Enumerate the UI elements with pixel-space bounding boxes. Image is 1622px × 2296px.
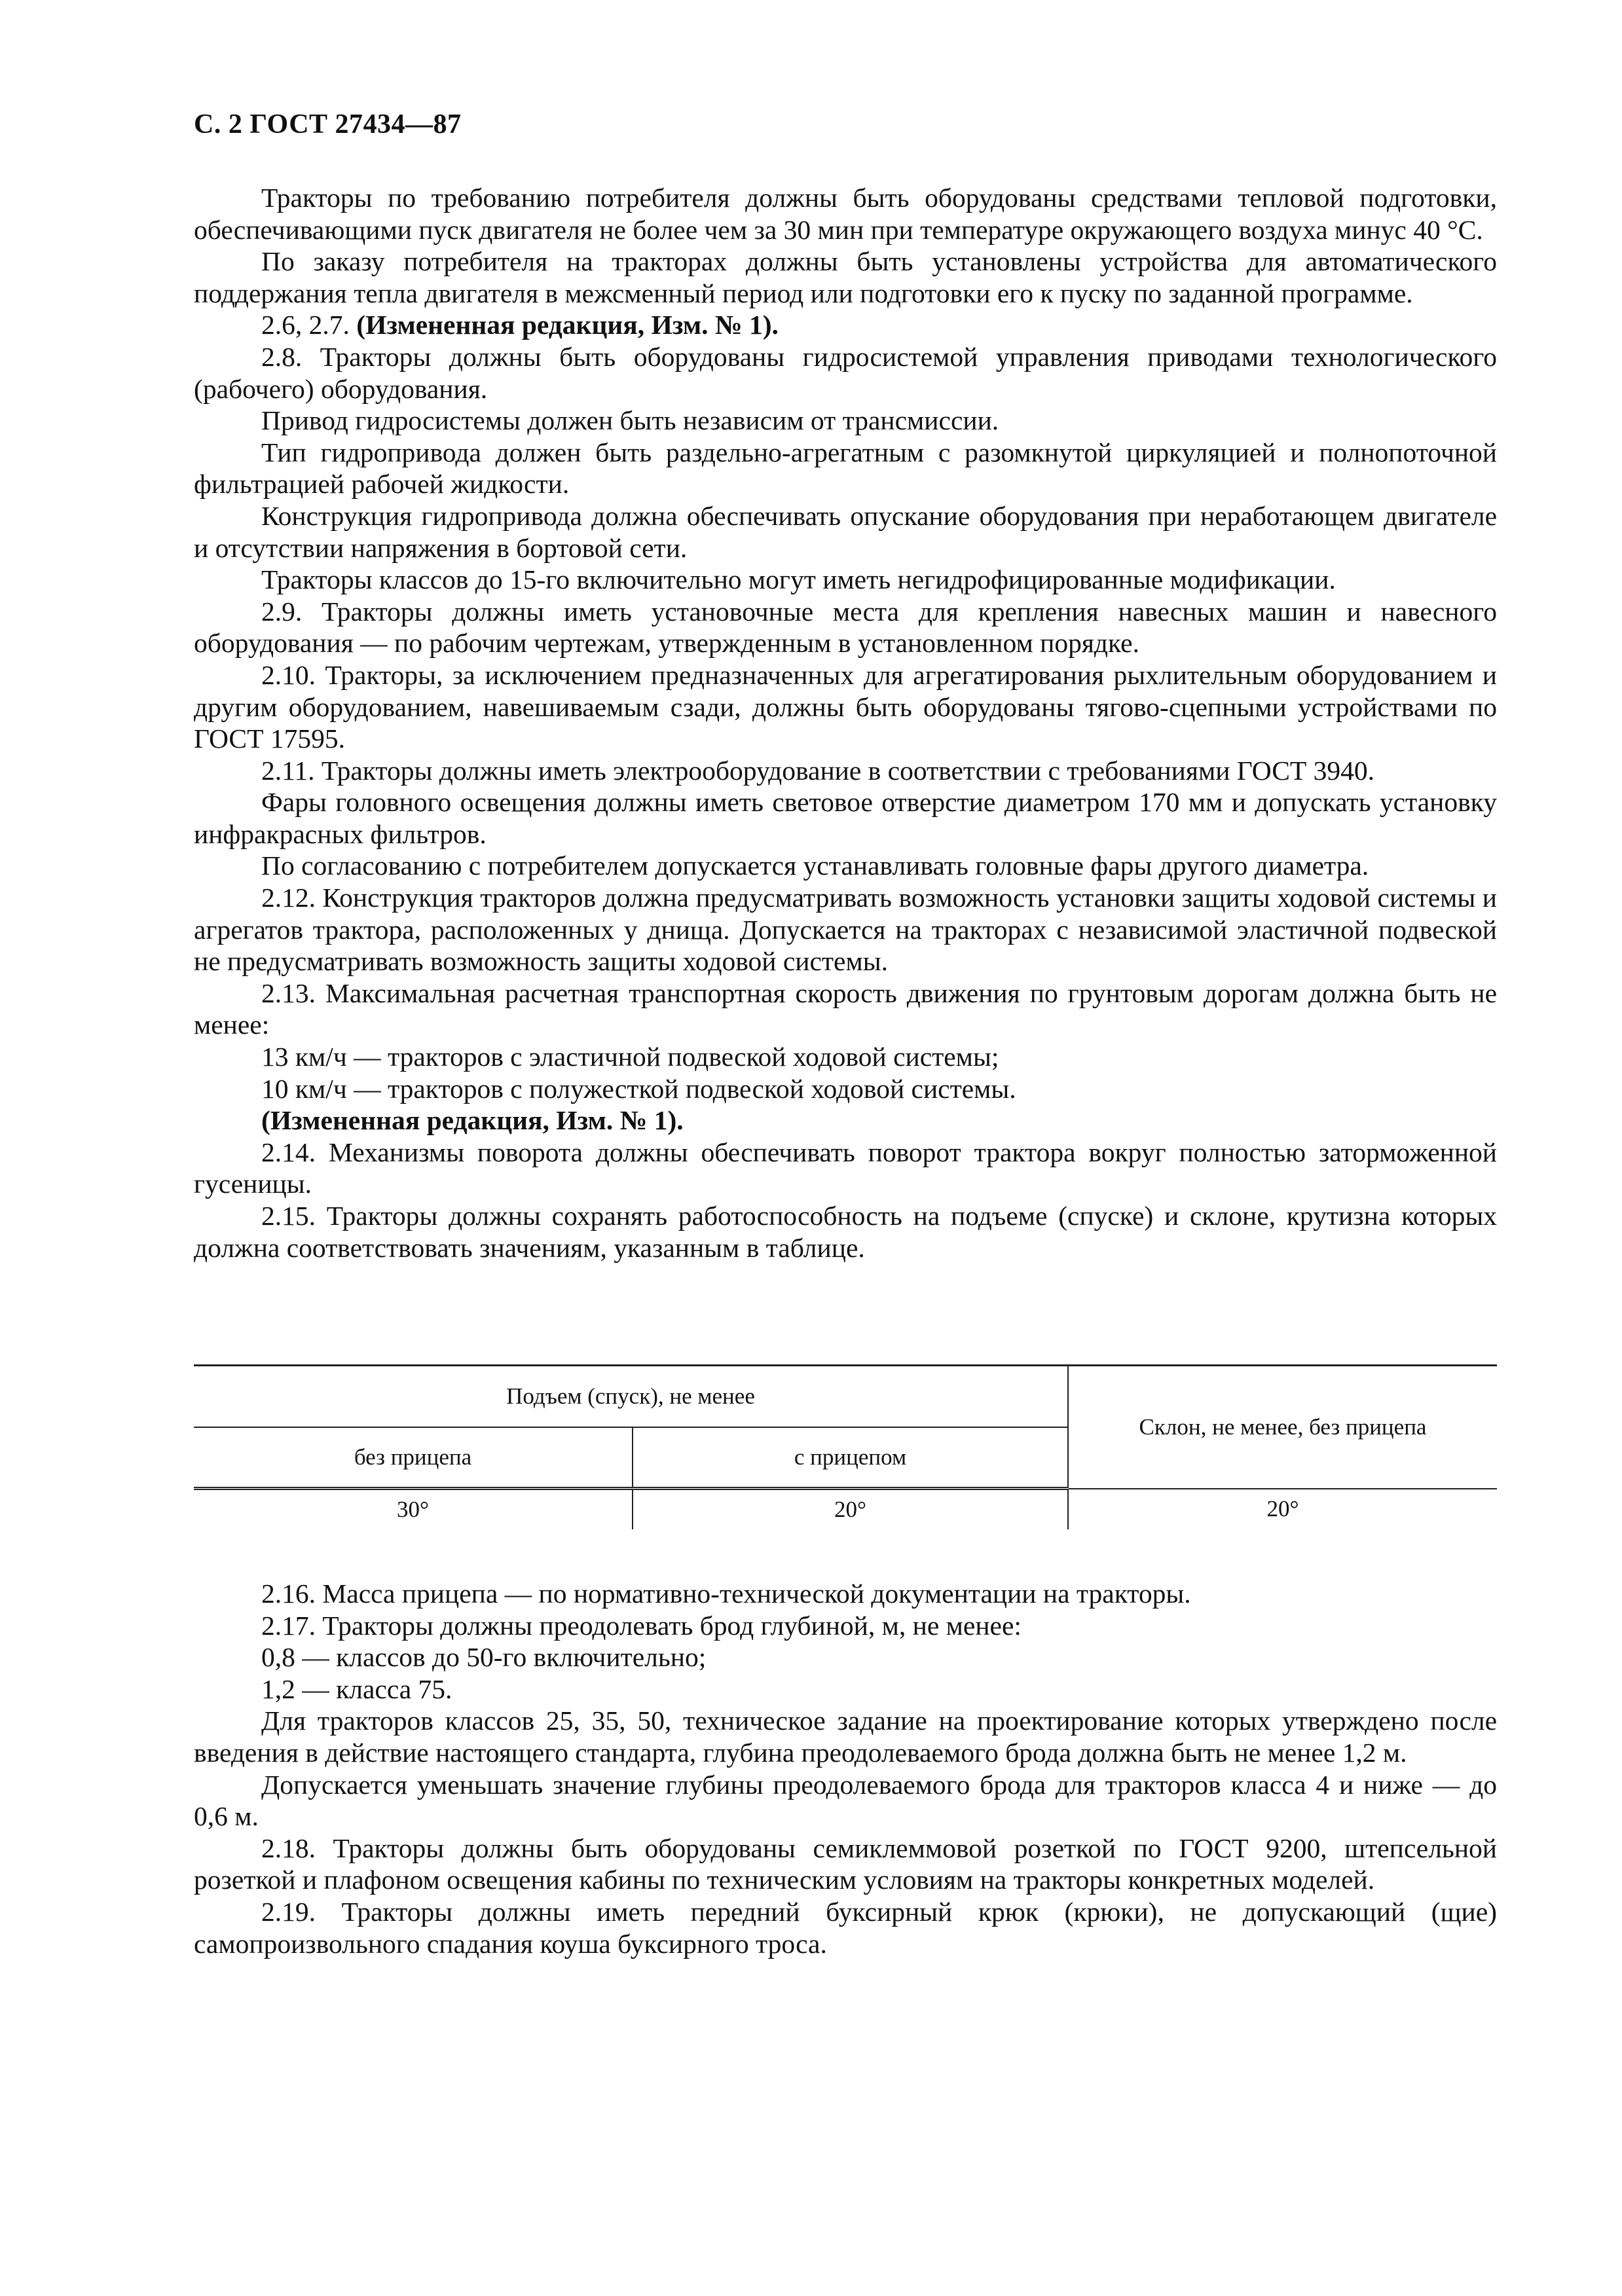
table-cell: 20° — [1068, 1489, 1497, 1530]
amendment-bold: (Измененная редакция, Изм. № 1). — [356, 310, 779, 340]
paragraph: Фары головного освещения должны иметь световое отверстие диаметром 170 мм и допускать установку инфракрасных фильтров. — [194, 787, 1497, 849]
paragraph: Конструкция гидропривода должна обеспечивать опускание оборудования при неработающем двигателе и отсутствии напряжения в бортовой сети. — [194, 500, 1497, 563]
paragraph: 10 км/ч — тракторов с полужесткой подвеской ходовой системы. — [261, 1073, 1016, 1104]
paragraph: Допускается уменьшать значение глубины преодолеваемого брода для тракторов класса 4 и ниже — до 0,6 м. — [194, 1769, 1497, 1832]
paragraph: 2.12. Конструкция тракторов должна предусматривать возможность установки защиты ходовой системы и агрегатов трактора, расположенных у днища. Допускается на тракторах с независимой эластичной подвеской не предусматривать возможность защиты ходовой системы. — [194, 883, 1497, 977]
paragraph: 2.11. Тракторы должны иметь электрооборудование в соответствии с требованиями ГОСТ 3940. — [261, 755, 1375, 786]
paragraph: 1,2 — класса 75. — [261, 1673, 452, 1704]
page-header: С. 2 ГОСТ 27434—87 — [194, 109, 462, 139]
paragraph: По согласованию с потребителем допускается устанавливать головные фары другого диаметра. — [261, 850, 1369, 881]
paragraph: Тип гидропривода должен быть раздельно-агрегатным с разомкнутой циркуляцией и полнопоточной фильтрацией рабочей жидкости. — [194, 437, 1497, 500]
table-header-group: Подъем (спуск), не менее — [194, 1366, 1068, 1428]
table-cell: 20° — [633, 1489, 1068, 1530]
table-header-no-trailer: без прицепа — [194, 1427, 633, 1489]
paragraph: 2.18. Тракторы должны быть оборудованы семиклеммовой розеткой по ГОСТ 9200, штепсельной розеткой и плафоном освещения кабины по техническим условиям на тракторы конкретных моделей. — [194, 1832, 1497, 1895]
body-text-top — [194, 182, 1497, 1264]
amendment-prefix: 2.6, 2.7. — [261, 310, 350, 340]
amendment-note: (Измененная редакция, Изм. № 1). — [261, 1105, 684, 1136]
paragraph: 2.16. Масса прицепа — по нормативно-технической документации на тракторы. — [261, 1578, 1191, 1609]
paragraph: Тракторы по требованию потребителя должны быть оборудованы средствами тепловой подготовки, обеспечивающими пуск двигателя не более чем за 30 мин при температуре окружающего воздуха минус 40 °С. — [194, 183, 1497, 245]
paragraph: 0,8 — классов до 50-го включительно; — [261, 1642, 707, 1673]
table-cell: 30° — [194, 1489, 633, 1530]
paragraph: Тракторы классов до 15-го включительно могут иметь негидрофицированные модификации. — [261, 564, 1336, 595]
paragraph: Привод гидросистемы должен быть независим от трансмиссии. — [261, 405, 999, 436]
table-header-trailer: с прицепом — [633, 1427, 1068, 1489]
paragraph: 2.8. Тракторы должны быть оборудованы гидросистемой управления приводами технологического (рабочего) оборудования. — [194, 341, 1497, 404]
paragraph: 2.14. Механизмы поворота должны обеспечивать поворот трактора вокруг полностью заторможенной гусеницы. — [194, 1137, 1497, 1199]
body-text-bottom — [194, 1578, 1497, 1959]
amendment-note — [194, 309, 1497, 341]
paragraph: 2.15. Тракторы должны сохранять работоспособность на подъеме (спуске) и склоне, крутизна которых должна соответствовать значениям, указанным в таблице. — [194, 1201, 1497, 1263]
paragraph: 2.17. Тракторы должны преодолевать брод глубиной, м, не менее: — [261, 1610, 1022, 1641]
paragraph: 2.9. Тракторы должны иметь установочные места для крепления навесных машин и навесного оборудования — по рабочим чертежам, утвержденным в установленном порядке. — [194, 596, 1497, 659]
paragraph: 2.10. Тракторы, за исключением предназначенных для агрегатирования рыхлительным оборудованием и другим оборудованием, навешиваемым сзади, должны быть оборудованы тягово-сцепными устройствами по ГОСТ 17595. — [194, 659, 1497, 754]
table-header-slope: Склон, не менее, без прицепа — [1068, 1366, 1497, 1489]
paragraph: Для тракторов классов 25, 35, 50, техническое задание на проектирование которых утверждено после введения в действие настоящего стандарта, глубина преодолеваемого брода должна быть не менее 1,2 м. — [194, 1705, 1497, 1768]
paragraph: По заказу потребителя на тракторах должны быть установлены устройства для автоматического поддержания тепла двигателя в межсменный период или подготовки его к пуску по заданной программе. — [194, 246, 1497, 308]
slope-table — [194, 1364, 1497, 1529]
paragraph: 13 км/ч — тракторов с эластичной подвеской ходовой системы; — [261, 1042, 999, 1072]
paragraph: 2.13. Максимальная расчетная транспортная скорость движения по грунтовым дорогам должна быть не менее: — [194, 977, 1497, 1040]
paragraph: 2.19. Тракторы должны иметь передний буксирный крюк (крюки), не допускающий (щие) самопроизвольного спадания коуша буксирного троса. — [194, 1896, 1497, 1959]
